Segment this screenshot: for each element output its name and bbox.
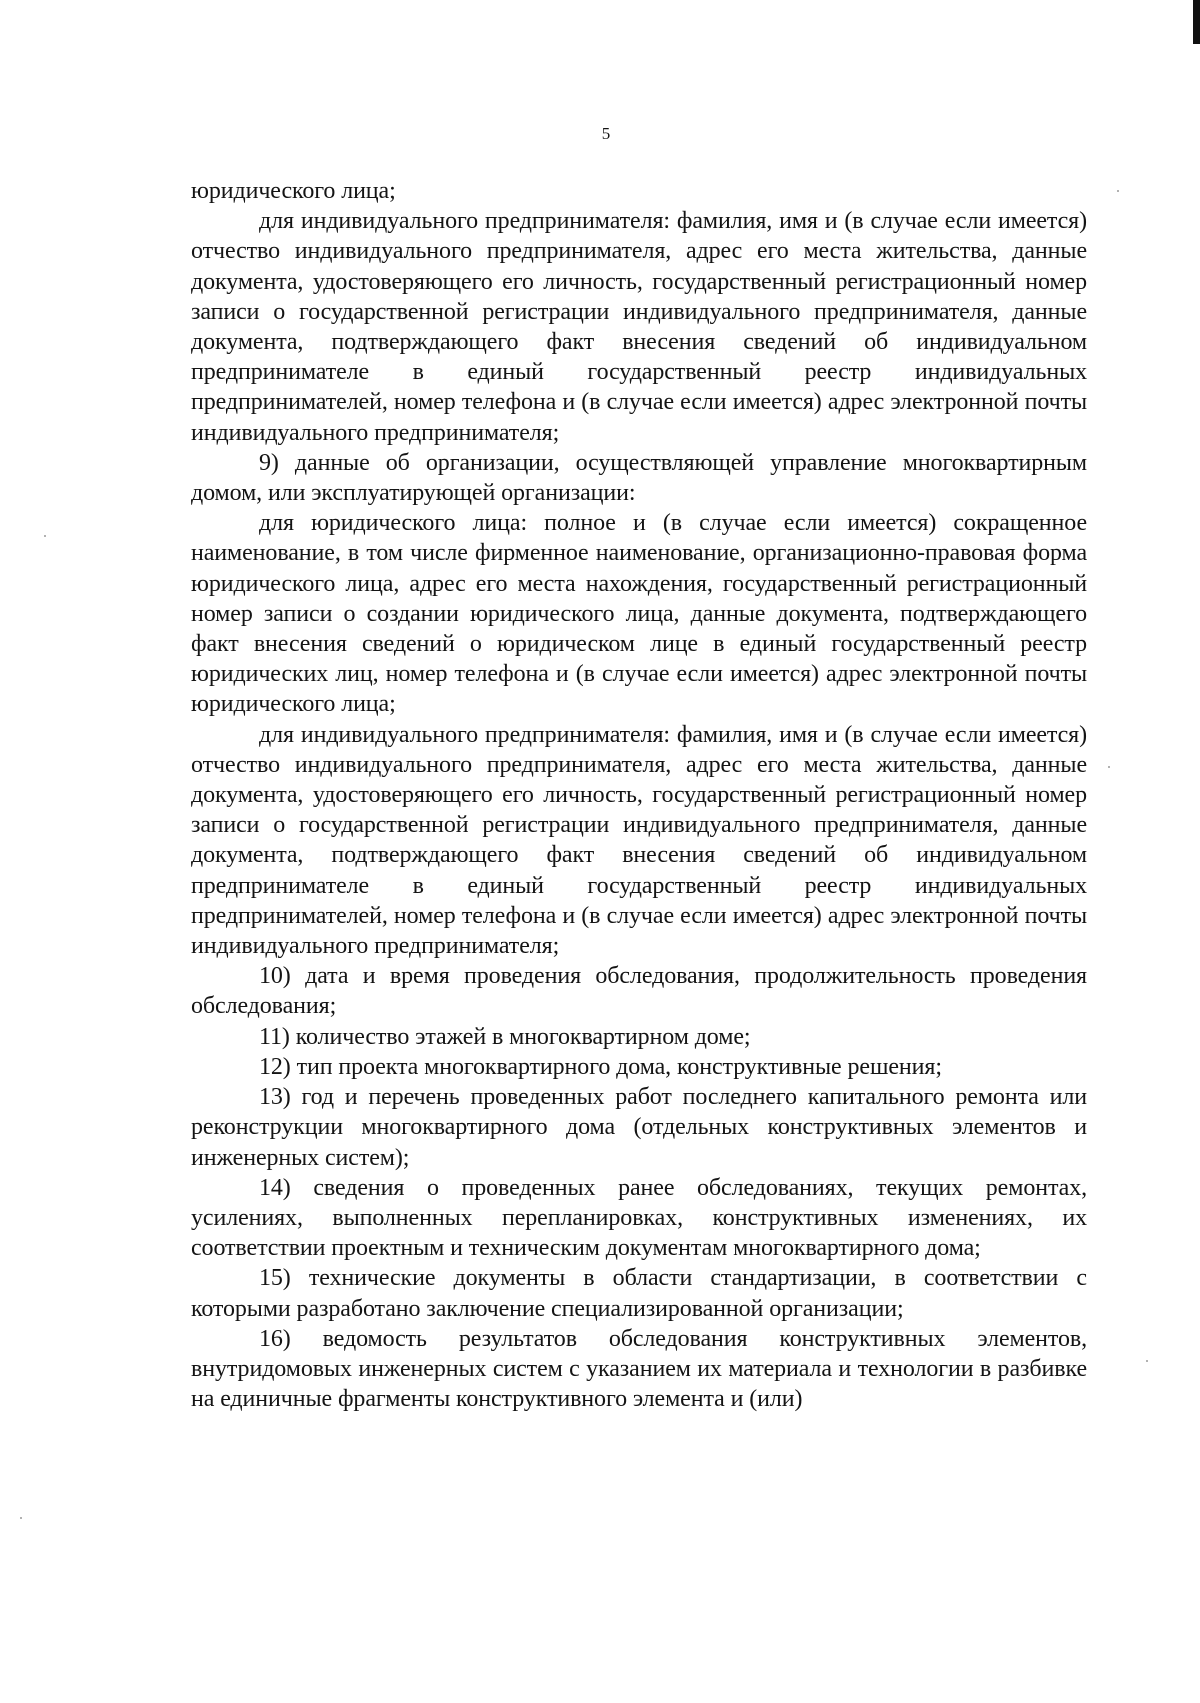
paragraph: 16) ведомость результатов обследования конструктивных элементов, внутридомовых инженерных систем с указанием их материала и технологии в разбивке на единичные фрагменты конструктивного элемента и (или) xyxy=(191,1325,1087,1413)
paragraph: 13) год и перечень проведенных работ последнего капитального ремонта или реконструкции многоквартирного дома (отдельных конструктивных элементов и инженерных систем); xyxy=(191,1084,1087,1171)
paragraph: 15) технические документы в области стандартизации, в соответствии с которыми разработано заключение специализированной организации; xyxy=(191,1265,1087,1322)
paragraph: юридического лица; xyxy=(191,178,396,204)
scan-speck xyxy=(1146,1360,1148,1362)
scan-speck xyxy=(44,535,46,537)
paragraph: для индивидуального предпринимателя: фамилия, имя и (в случае если имеется) отчество индивидуального предпринимателя, адрес его места жительства, данные документа, удостоверяющего его личность, государственный регистрационный номер записи о государственной регистрации индивидуального предпринимателя, данные документа, подтверждающего факт внесения сведений об индивидуальном предпринимателе в единый государственный реестр индивидуальных предпринимателей, номер телефона и (в случае если имеется) адрес электронной почты индивидуального предпринимателя; xyxy=(191,208,1087,446)
paragraph: для индивидуального предпринимателя: фамилия, имя и (в случае если имеется) отчество индивидуального предпринимателя, адрес его места жительства, данные документа, удостоверяющего его личность, государственный регистрационный номер записи о государственной регистрации индивидуального предпринимателя, данные документа, подтверждающего факт внесения сведений об индивидуальном предпринимателе в единый государственный реестр индивидуальных предпринимателей, номер телефона и (в случае если имеется) адрес электронной почты индивидуального предпринимателя; xyxy=(191,721,1087,960)
paragraph: 11) количество этажей в многоквартирном доме; xyxy=(259,1023,751,1050)
scan-speck xyxy=(20,1517,22,1519)
paragraph: 12) тип проекта многоквартирного дома, конструктивные решения; xyxy=(259,1053,942,1080)
page-number: 5 xyxy=(601,124,611,143)
paragraph: 10) дата и время проведения обследования, продолжительность проведения обследования; xyxy=(191,963,1087,1020)
scan-edge-mark xyxy=(1193,0,1200,44)
scan-speck xyxy=(1117,190,1119,192)
paragraph: 9) данные об организации, осуществляющей управление многоквартирным домом, или эксплуатирующей организации: xyxy=(191,449,1087,507)
scan-speck xyxy=(1108,766,1110,768)
document-body xyxy=(191,176,1087,1414)
paragraph: 14) сведения о проведенных ранее обследованиях, текущих ремонтах, усилениях, выполненных перепланировках, конструктивных изменениях, их соответствии проектным и техническим документам многоквартирного дома; xyxy=(191,1174,1087,1262)
paragraph: для юридического лица: полное и (в случае если имеется) сокращенное наименование, в том числе фирменное наименование, организационно-правовая форма юридического лица, адрес его места нахождения, государственный регистрационный номер записи о создании юридического лица, данные документа, подтверждающего факт внесения сведений о юридическом лице в единый государственный реестр юридических лиц, номер телефона и (в случае если имеется) адрес электронной почты юридического лица; xyxy=(191,510,1087,718)
